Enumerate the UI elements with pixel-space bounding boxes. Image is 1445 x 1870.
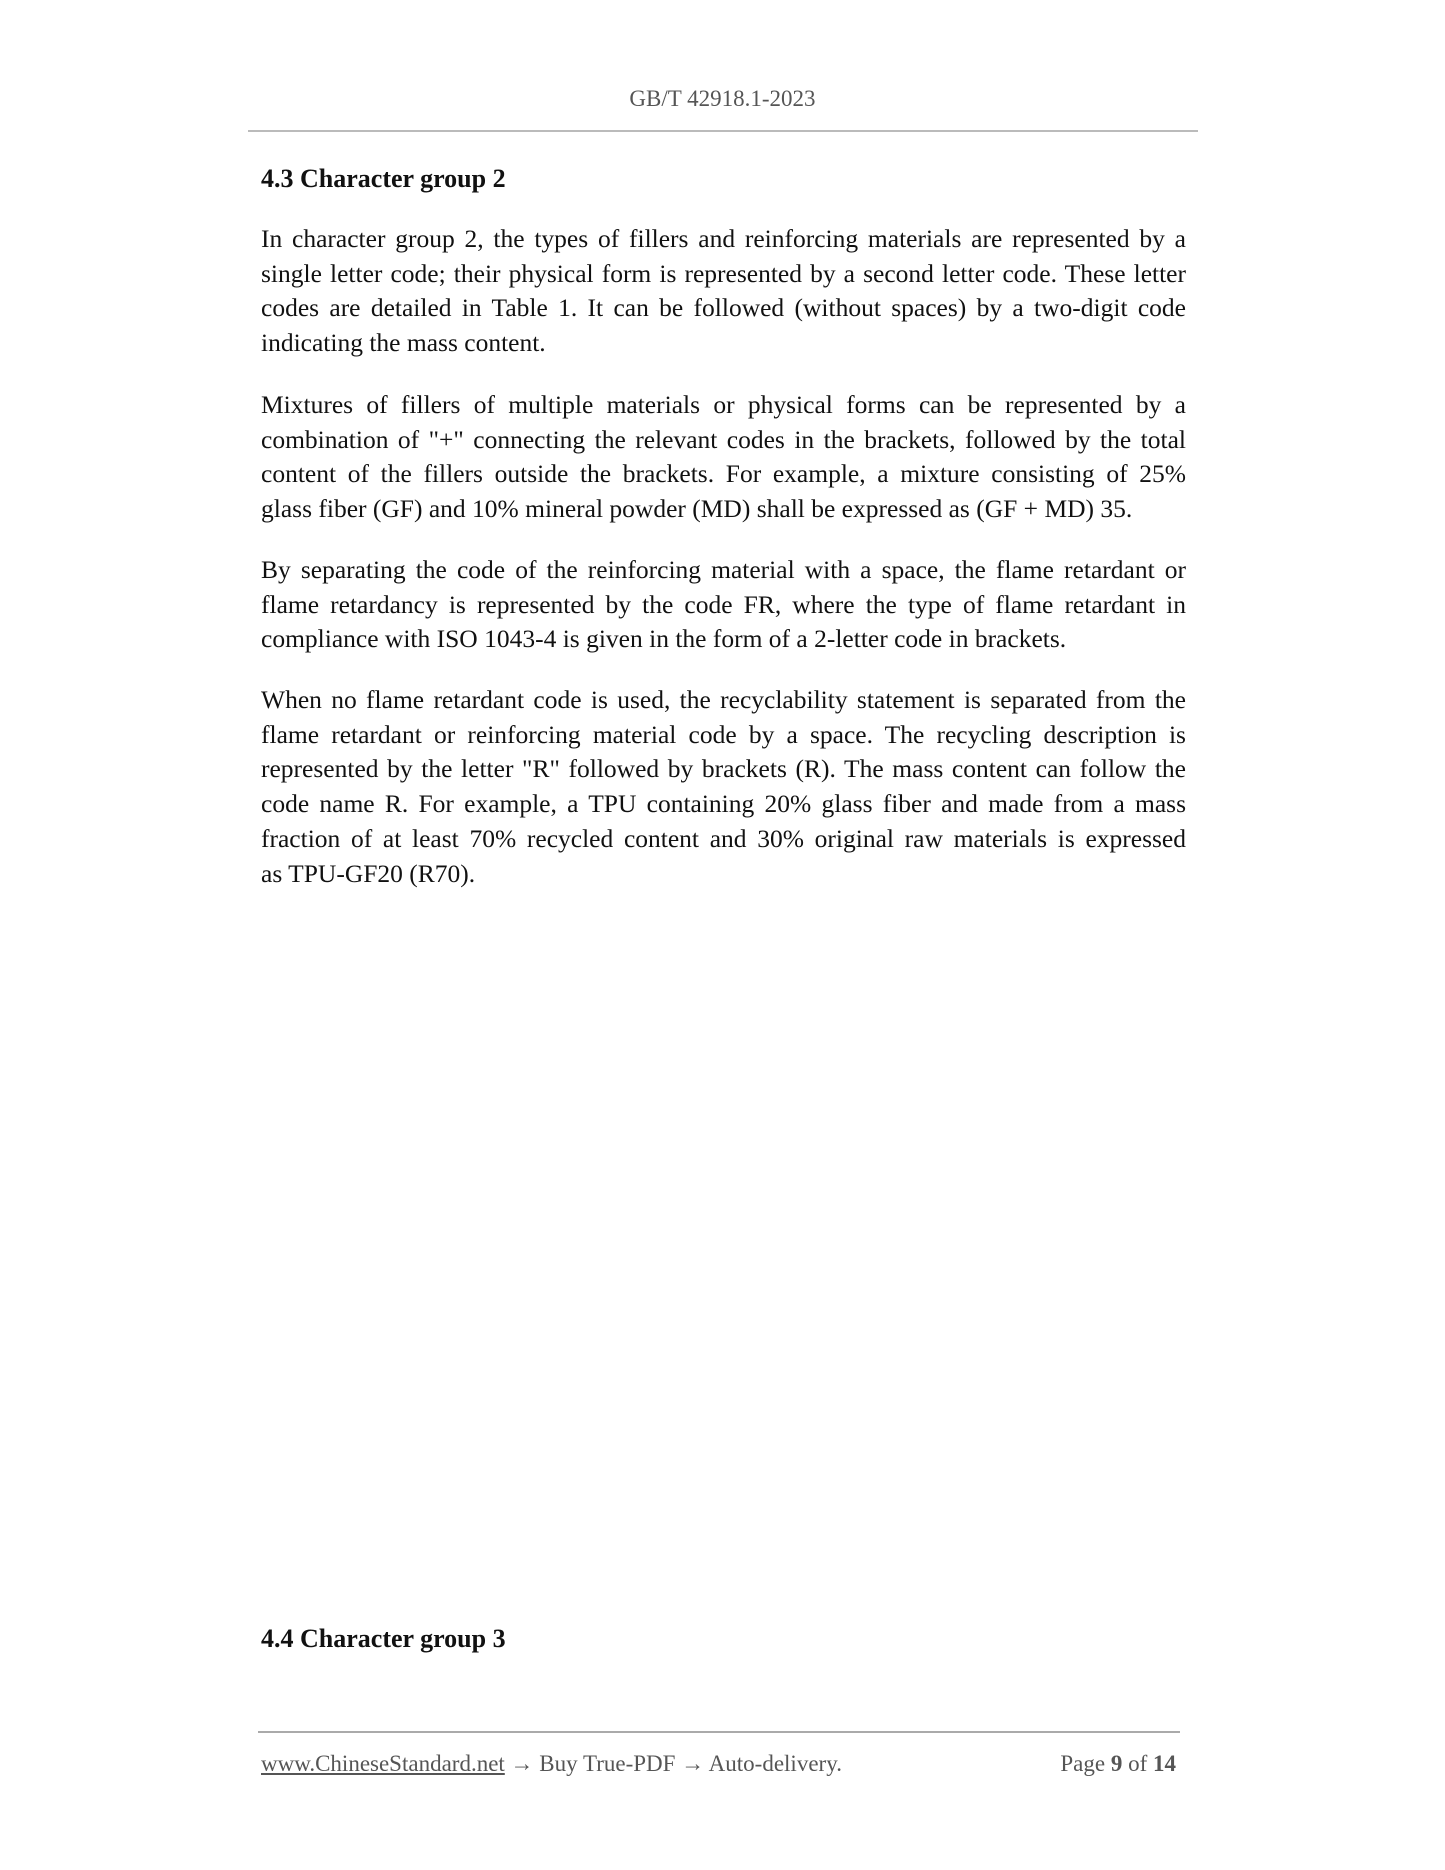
of-label: of (1128, 1751, 1148, 1776)
text-line: code name R. For example, a TPU containing 20% glass fiber and made from a mass (261, 789, 1186, 819)
page-number (1060, 1751, 1176, 1777)
text-line: indicating the mass content. (261, 328, 546, 358)
section-heading: 4.3 Character group 2 (261, 164, 506, 193)
document-header: GB/T 42918.1-2023 (629, 86, 816, 111)
text-line: as TPU-GF20 (R70). (261, 858, 476, 888)
footer-divider (258, 1731, 1180, 1733)
page-label: Page (1060, 1751, 1106, 1776)
paragraph (261, 683, 1186, 891)
delivery-text: Auto-delivery. (708, 1751, 842, 1776)
website-link[interactable]: www.ChineseStandard.net (261, 1751, 505, 1776)
text-line: represented by the letter "R" followed by brackets (R). The mass content can follow the (261, 754, 1186, 784)
text-line: flame retardant or reinforcing material code by a space. The recycling description is (261, 719, 1186, 749)
section-heading: 4.4 Character group 3 (261, 1624, 506, 1653)
paragraph (261, 222, 1186, 361)
arrow-icon: → (510, 1751, 534, 1776)
text-line: In character group 2, the types of fillers and reinforcing materials are represented by a (261, 224, 1186, 253)
current-page: 9 (1110, 1751, 1123, 1776)
text-line: fraction of at least 70% recycled content and 30% original raw materials is expressed (261, 823, 1186, 853)
text-line: glass fiber (GF) and 10% mineral powder (MD) shall be expressed as (GF + MD) 35. (261, 494, 1133, 524)
paragraph (261, 553, 1186, 657)
text-line: When no flame retardant code is used, the recyclability statement is separated from the (261, 685, 1186, 714)
text-line: flame retardancy is represented by the code FR, where the type of flame retardant in (261, 589, 1186, 619)
text-line: codes are detailed in Table 1. It can be followed (without spaces) by a two-digit code (261, 293, 1186, 323)
header-divider (248, 130, 1198, 132)
total-pages: 14 (1153, 1751, 1176, 1776)
text-line: single letter code; their physical form is represented by a second letter code. These letter (261, 258, 1186, 288)
arrow-icon: → (681, 1751, 705, 1776)
footer-promo (261, 1751, 842, 1777)
paragraph (261, 388, 1186, 527)
text-line: compliance with ISO 1043-4 is given in the form of a 2-letter code in brackets. (261, 624, 1067, 654)
text-line: By separating the code of the reinforcing material with a space, the flame retardant or (261, 555, 1186, 584)
text-line: Mixtures of fillers of multiple materials or physical forms can be represented by a (261, 390, 1186, 419)
text-line: content of the fillers outside the brackets. For example, a mixture consisting of 25% (261, 459, 1186, 489)
text-line: combination of "+" connecting the relevant codes in the brackets, followed by the total (261, 424, 1186, 454)
buy-text: Buy True-PDF (539, 1751, 676, 1776)
